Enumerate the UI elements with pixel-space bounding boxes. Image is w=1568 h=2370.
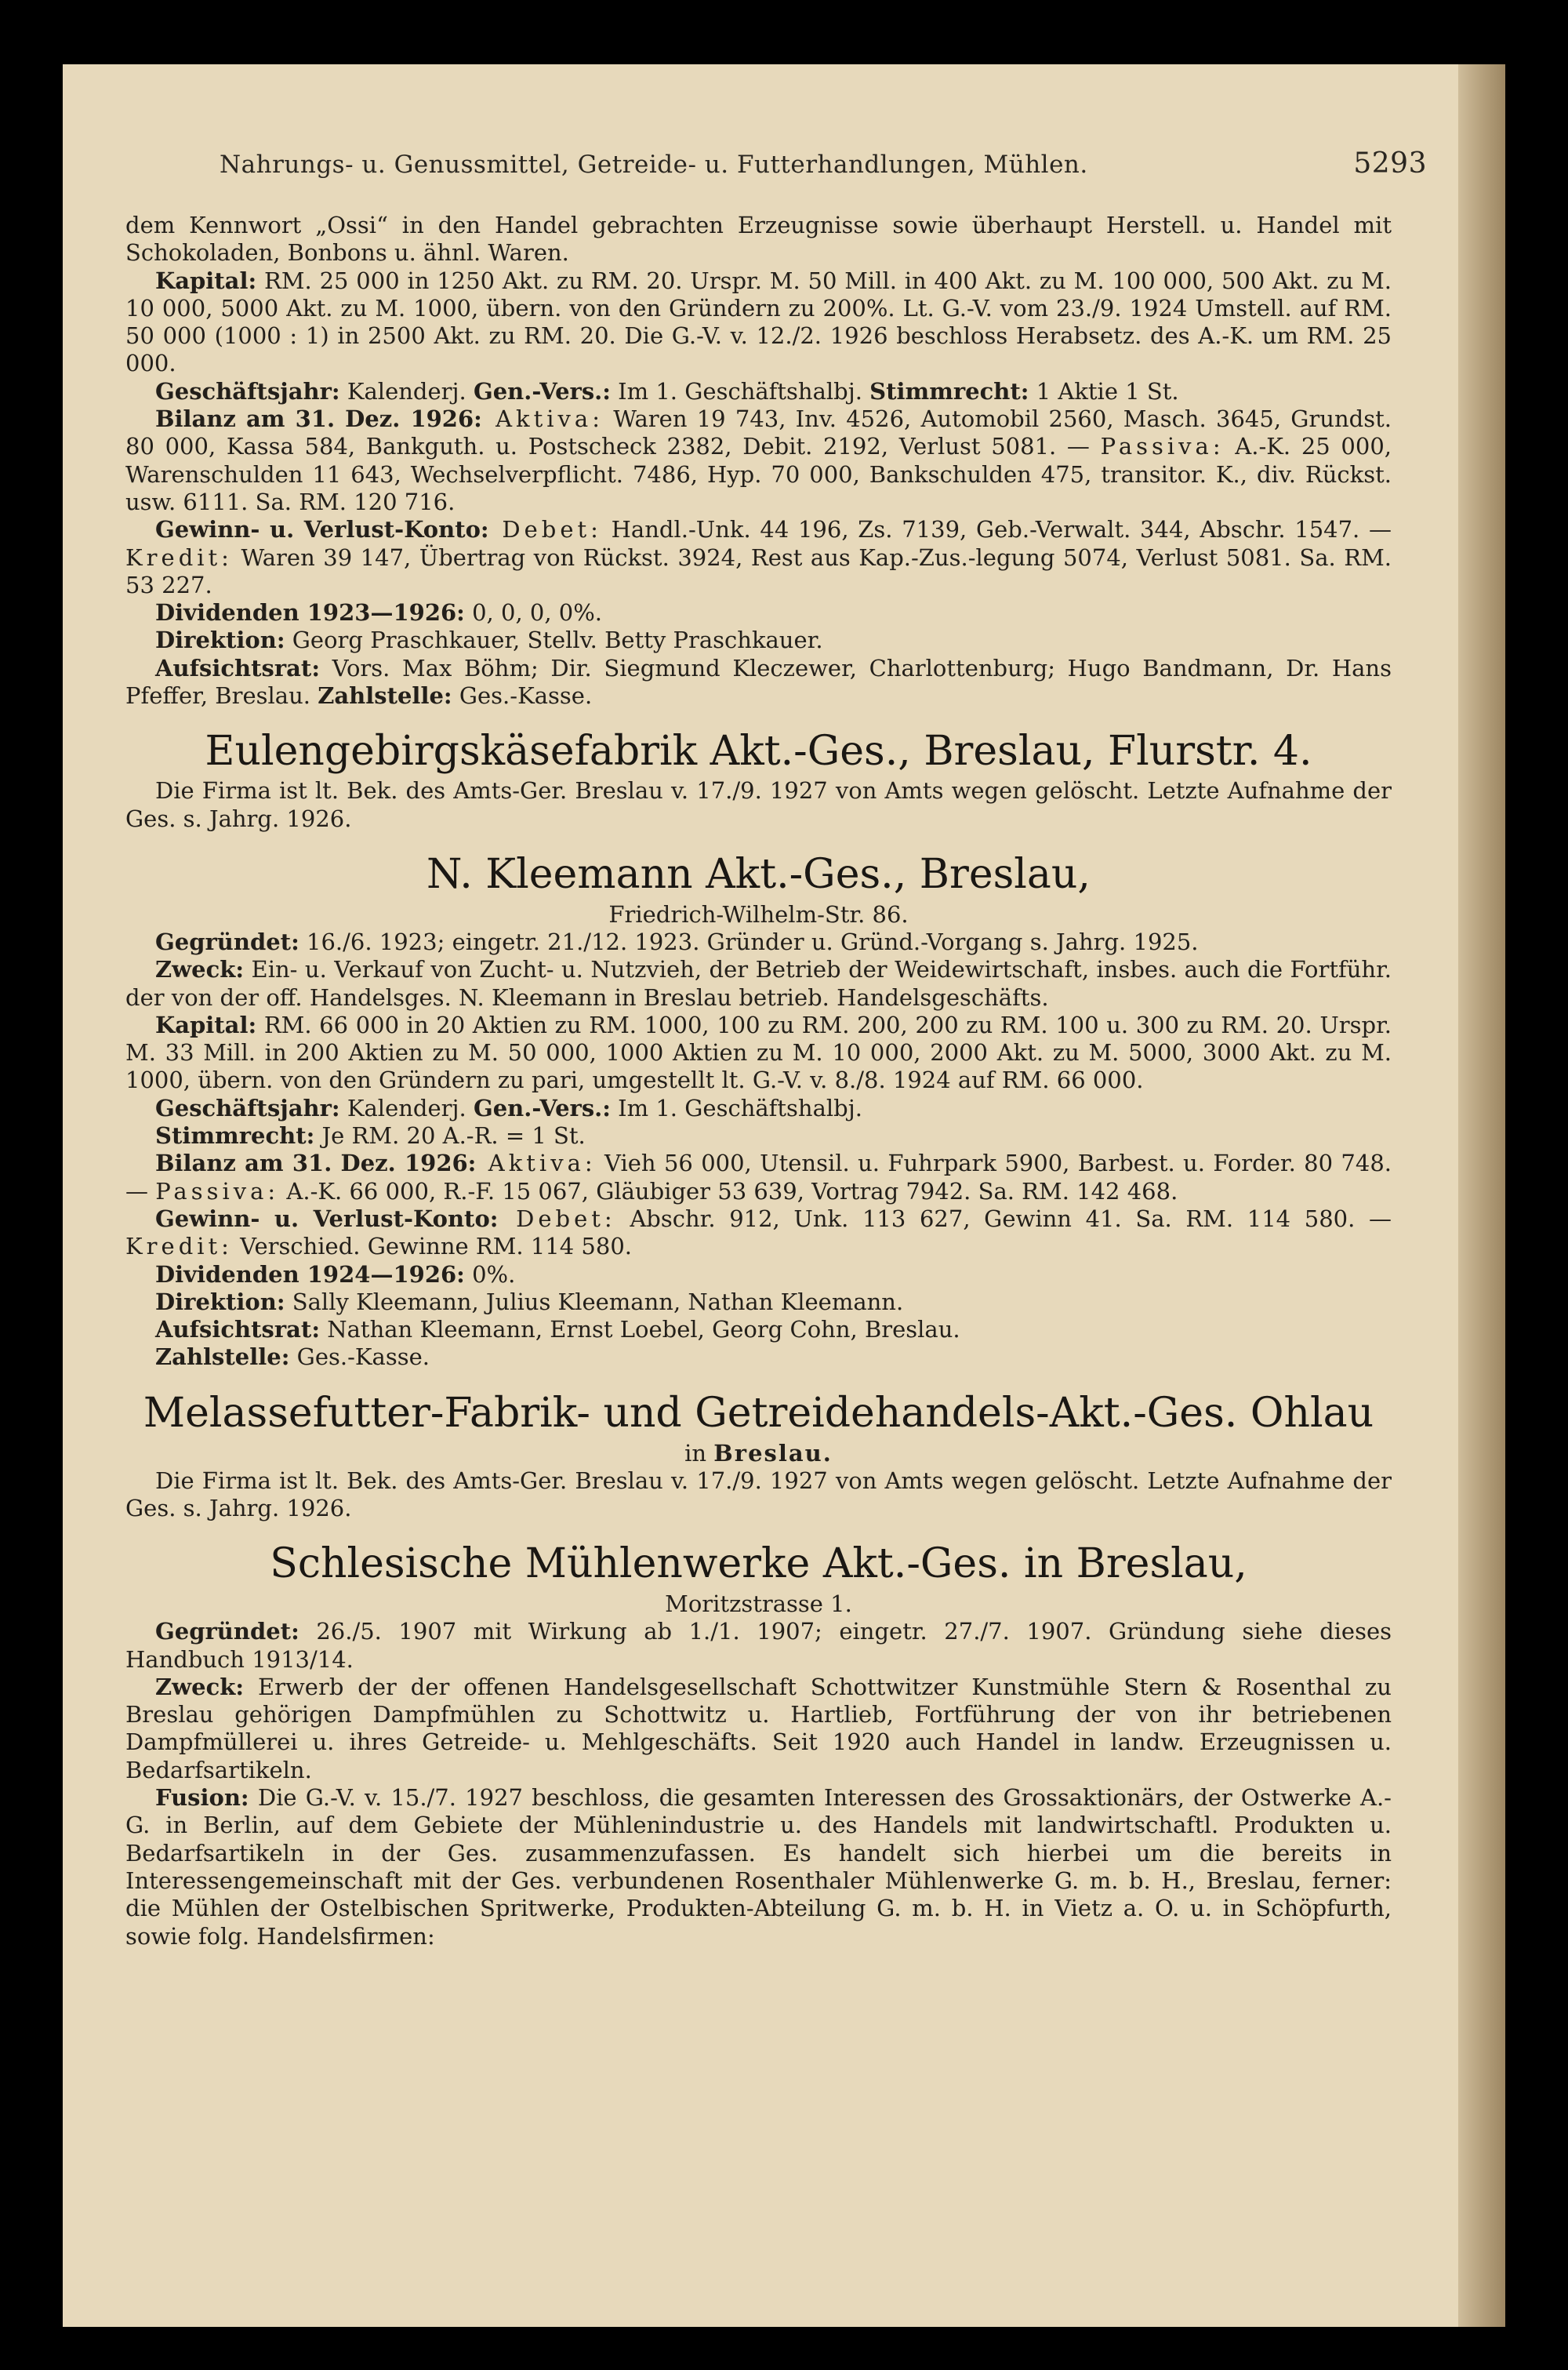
ossi-aufsichtsrat: [125, 655, 1392, 711]
kleemann-direktion-text: Sally Kleemann, Julius Kleemann, Nathan Kleemann.: [285, 1288, 904, 1315]
ossi-dividenden-text: 0, 0, 0, 0%.: [464, 599, 602, 627]
ossi-debet-label: Debet:: [488, 516, 602, 543]
kleemann-heading: N. Kleemann Akt.-Ges., Breslau,: [426, 850, 1091, 898]
ossi-stimmrecht-text: 1 Aktie 1 St.: [1029, 377, 1179, 405]
kleemann-kredit-text: Verschied. Gewinne RM. 114 580.: [232, 1233, 632, 1260]
kleemann-stimmrecht: [125, 1122, 1392, 1150]
kleemann-debet-text: Abschr. 912, Unk. 113 627, Gewinn 41. Sa. RM. 114 580. —: [615, 1205, 1392, 1232]
book-page: [63, 64, 1505, 2327]
page-number: 5293: [1353, 147, 1427, 180]
ossi-aufsichtsrat-label: Aufsichtsrat:: [155, 654, 321, 682]
kleemann-geschaeftsjahr-text: Kalenderj.: [339, 1094, 474, 1121]
kleemann-zweck-text: Ein- u. Verkauf von Zucht- u. Nutzvieh, der Betrieb der Weidewirtschaft, insbes. auch die Fortführ. der von der off. Handelsges. N. Kleemann in Breslau betrieb. Handelsgeschäfts.: [125, 956, 1392, 1011]
kleemann-geschaeftsjahr-label: Geschäftsjahr:: [155, 1094, 340, 1121]
ossi-zahlstelle-text: Ges.-Kasse.: [452, 682, 593, 710]
ossi-genvers-label: Gen.-Vers.:: [473, 377, 611, 405]
ossi-direktion: [125, 627, 1392, 654]
kleemann-genvers-label: Gen.-Vers.:: [473, 1094, 611, 1121]
ossi-kapital-label: Kapital:: [155, 267, 257, 294]
ossi-direktion-text: Georg Praschkauer, Stellv. Betty Praschkauer.: [285, 627, 823, 654]
muehlen-fusion: [125, 1784, 1392, 1950]
kleemann-aktiva-text: Vieh 56 000, Utensil. u. Fuhrpark 5900, Barbest. u. Forder. 80 748. —: [125, 1150, 1392, 1205]
kleemann-passiva-label: Passiva:: [155, 1177, 280, 1205]
kleemann-geschaeftsjahr: [125, 1095, 1392, 1122]
kleemann-zahlstelle-label: Zahlstelle:: [155, 1343, 290, 1371]
ossi-direktion-label: Direktion:: [155, 627, 285, 654]
kleemann-zweck-label: Zweck:: [155, 956, 245, 983]
text-column: [125, 212, 1392, 1950]
kleemann-gegruendet-label: Gegründet:: [155, 928, 299, 955]
ossi-geschaeftsjahr-text: Kalenderj.: [339, 377, 474, 405]
kleemann-gegruendet: [125, 929, 1392, 956]
kleemann-debet-label: Debet:: [498, 1205, 616, 1232]
kleemann-passiva-text: A.-K. 66 000, R.-F. 15 067, Gläubiger 53 639, Vortrag 7942. Sa. RM. 142 468.: [279, 1177, 1178, 1205]
running-title: Nahrungs- u. Genussmittel, Getreide- u. Futterhandlungen, Mühlen.: [220, 151, 1088, 179]
muehlen-gegruendet: [125, 1618, 1392, 1674]
kleemann-address: Friedrich-Wilhelm-Str. 86.: [608, 900, 909, 928]
ossi-bilanz-label: Bilanz am 31. Dez. 1926:: [155, 405, 482, 433]
ossi-passiva-text: A.-K. 25 000, Warenschulden 11 643, Wechselverpflicht. 7486, Hyp. 70 000, Bankschulden 475, transitor. K., div. Rückst. usw. 6111. Sa. RM. 120 716.: [125, 433, 1392, 515]
kleemann-gegruendet-text: 16./6. 1923; eingetr. 21./12. 1923. Gründer u. Gründ.-Vorgang s. Jahrg. 1925.: [299, 928, 1199, 955]
kleemann-bilanz-label: Bilanz am 31. Dez. 1926:: [155, 1150, 477, 1177]
eulen-heading: Eulengebirgskäsefabrik Akt.-Ges., Breslau, Flurstr. 4.: [205, 728, 1312, 776]
muehlen-heading: Schlesische Mühlenwerke Akt.-Ges. in Breslau,: [270, 1540, 1247, 1588]
ossi-debet-text: Handl.-Unk. 44 196, Zs. 7139, Geb.-Verwalt. 344, Abschr. 1547. —: [601, 516, 1392, 543]
kleemann-aktiva-label: Aktiva:: [476, 1150, 597, 1177]
ossi-stimmrecht-label: Stimmrecht:: [869, 377, 1029, 405]
melasse-paragraph: Die Firma ist lt. Bek. des Amts-Ger. Breslau v. 17./9. 1927 von Amts wegen gelöscht. Letzte Aufnahme der Ges. s. Jahrg. 1926.: [125, 1467, 1392, 1521]
ossi-kredit-text: Waren 39 147, Übertrag von Rückst. 3924, Rest aus Kap.-Zus.-legung 5074, Verlust 5081. Sa. RM. 53 227.: [125, 543, 1392, 598]
ossi-guv-label: Gewinn- u. Verlust-Konto:: [155, 516, 489, 543]
kleemann-aufsichtsrat: [125, 1316, 1392, 1343]
eulen-paragraph: Die Firma ist lt. Bek. des Amts-Ger. Breslau v. 17./9. 1927 von Amts wegen gelöscht. Letzte Aufnahme der Ges. s. Jahrg. 1926.: [125, 777, 1392, 832]
kleemann-zahlstelle-text: Ges.-Kasse.: [289, 1343, 430, 1371]
ossi-zahlstelle-label: Zahlstelle:: [318, 682, 452, 710]
kleemann-guv-label: Gewinn- u. Verlust-Konto:: [155, 1205, 499, 1232]
kleemann-bilanz: [125, 1150, 1392, 1205]
ossi-geschaeftsjahr-label: Geschäftsjahr:: [155, 377, 340, 405]
melasse-heading: Melassefutter-Fabrik- und Getreidehandels-Akt.-Ges. Ohlau: [143, 1389, 1374, 1437]
ossi-bilanz: [125, 405, 1392, 516]
melasse-sub-city: Breslau.: [713, 1439, 833, 1467]
ossi-dividenden: [125, 599, 1392, 627]
melasse-subheading: [125, 1439, 1392, 1467]
kleemann-kapital-text: RM. 66 000 in 20 Aktien zu RM. 1000, 100 zu RM. 200, 200 zu RM. 100 u. 300 zu RM. 20. Urspr. M. 33 Mill. in 200 Aktien zu M. 50 000, 1000 Aktien zu M. 10 000, 2000 Akt. zu M. 5000, 3000 Akt. zu M. 1000, übern. von den Gründern zu pari, umgestellt lt. G.-V. v. 8./8. 1924 auf RM. 66 000.: [125, 1011, 1392, 1094]
ossi-guv: [125, 516, 1392, 599]
ossi-genvers-text: Im 1. Geschäftshalbj.: [610, 377, 870, 405]
kleemann-genvers-text: Im 1. Geschäftshalbj.: [610, 1094, 862, 1121]
muehlen-fusion-label: Fusion:: [155, 1784, 249, 1812]
page-binding-edge: [1458, 64, 1505, 2327]
kleemann-direktion: [125, 1289, 1392, 1316]
kleemann-zahlstelle: [125, 1343, 1392, 1371]
ossi-aktiva-text: Waren 19 743, Inv. 4526, Automobil 2560, Masch. 3645, Grundst. 80 000, Kassa 584, Bankguth. u. Postscheck 2382, Debit. 2192, Verlust 5081. —: [125, 405, 1392, 460]
melasse-sub-in: in: [684, 1439, 714, 1467]
muehlen-address: Moritzstrasse 1.: [665, 1590, 852, 1618]
kleemann-dividenden: [125, 1261, 1392, 1289]
kleemann-stimmrecht-label: Stimmrecht:: [155, 1122, 315, 1150]
ossi-passiva-label: Passiva:: [1100, 433, 1225, 460]
ossi-dividenden-label: Dividenden 1923—1926:: [155, 599, 465, 627]
muehlen-zweck-label: Zweck:: [155, 1673, 245, 1700]
ossi-zweck-continuation: dem Kennwort „Ossi“ in den Handel gebrachten Erzeugnisse sowie überhaupt Herstell. u. Handel mit Schokoladen, Bonbons u. ähnl. Waren.: [125, 212, 1392, 267]
kleemann-zweck: [125, 956, 1392, 1012]
kleemann-kapital-label: Kapital:: [155, 1011, 257, 1038]
muehlen-gegruendet-text: 26./5. 1907 mit Wirkung ab 1./1. 1907; eingetr. 27./7. 1907. Gründung siehe dieses Handbuch 1913/14.: [125, 1618, 1392, 1673]
ossi-aktiva-label: Aktiva:: [481, 405, 604, 433]
kleemann-direktion-label: Direktion:: [155, 1288, 285, 1315]
muehlen-fusion-text: Die G.-V. v. 15./7. 1927 beschloss, die gesamten Interessen des Grossaktionärs, der Ostwerke A.-G. in Berlin, auf dem Gebiete der Mühlenindustrie u. des Handels mit landwirtschaftl. Produkten u. Bedarfsartikeln in der Ges. zusammenzufassen. Es handelt sich hierbei um die bereits in Interessengemeinschaft mit der Ges. verbundenen Rosenthaler Mühlenwerke G. m. b. H., Breslau, ferner: die Mühlen der Ostelbischen Spritwerke, Produkten-Abteilung G. m. b. H. in Vietz a. O. u. in Schöpfurth, sowie folg. Handelsfirmen:: [125, 1784, 1392, 1950]
ossi-kapital: [125, 267, 1392, 378]
ossi-kapital-text: RM. 25 000 in 1250 Akt. zu RM. 20. Urspr. M. 50 Mill. in 400 Akt. zu M. 100 000, 500 Akt. zu M. 10 000, 5000 Akt. zu M. 1000, übern. von den Gründern zu 200%. Lt. G.-V. vom 23./9. 1924 Umstell. auf RM. 50 000 (1000 : 1) in 2500 Akt. zu RM. 20. Die G.-V. v. 12./2. 1926 beschloss Herabsetz. des A.-K. um RM. 25 000.: [125, 267, 1392, 377]
kleemann-kapital: [125, 1012, 1392, 1095]
muehlen-gegruendet-label: Gegründet:: [155, 1618, 299, 1645]
kleemann-dividenden-text: 0%.: [464, 1260, 516, 1288]
kleemann-guv: [125, 1205, 1392, 1261]
muehlen-zweck-text: Erwerb der der offenen Handelsgesellschaft Schottwitzer Kunstmühle Stern & Rosenthal zu Breslau gehörigen Dampfmühlen zu Schottwitz u. Hartlieb, Fortführung der von ihr betriebenen Dampfmüllerei u. ihres Getreide- u. Mehlgeschäfts. Seit 1920 auch Handel in landw. Erzeugnissen u. Bedarfsartikeln.: [125, 1673, 1392, 1783]
muehlen-zweck: [125, 1674, 1392, 1784]
kleemann-dividenden-label: Dividenden 1924—1926:: [155, 1260, 465, 1288]
ossi-geschaeftsjahr: [125, 378, 1392, 405]
ossi-aufsichtsrat-text: Vors. Max Böhm; Dir. Siegmund Kleczewer, Charlottenburg; Hugo Bandmann, Dr. Hans Pfeffer, Breslau.: [125, 654, 1392, 710]
kleemann-stimmrecht-text: Je RM. 20 A.-R. = 1 St.: [314, 1122, 586, 1150]
kleemann-aufsichtsrat-label: Aufsichtsrat:: [155, 1316, 321, 1343]
ossi-kredit-label: Kredit:: [125, 543, 233, 571]
kleemann-aufsichtsrat-text: Nathan Kleemann, Ernst Loebel, Georg Cohn, Breslau.: [320, 1316, 960, 1343]
kleemann-kredit-label: Kredit:: [125, 1233, 233, 1260]
